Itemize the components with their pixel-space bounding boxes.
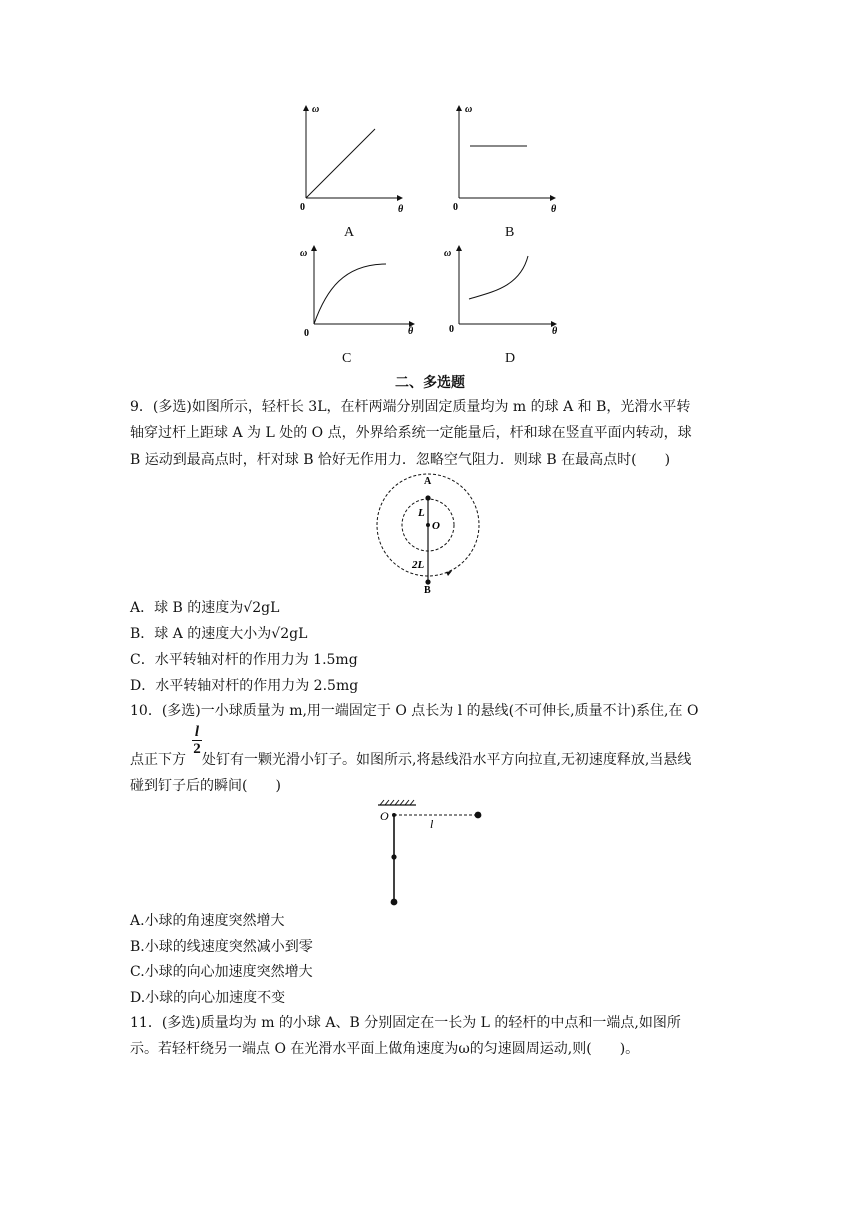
graph-a (292, 100, 412, 218)
curve-linear (306, 129, 375, 198)
y-axis-label: ω (444, 248, 452, 259)
nail (391, 854, 396, 859)
q10-line-2-post: 处钉有一颗光滑小钉子。如图所示,将悬线沿水平方向拉直,无初速度释放,当悬线 (202, 752, 692, 768)
y-axis-label: ω (300, 248, 308, 259)
label-o: O (380, 809, 389, 823)
label-b: B (424, 585, 431, 596)
label-o: O (432, 520, 440, 532)
label-2l: 2L (412, 559, 425, 571)
graph-b-caption: B (505, 225, 515, 240)
q10-option-a: A.小球的角速度突然增大 (130, 913, 285, 929)
ball-hanging (391, 899, 398, 906)
section-heading: 二、多选题 (395, 375, 465, 391)
q10-option-d: D.小球的向心加速度不变 (130, 990, 286, 1006)
q9-option-c: C．水平转轴对杆的作用力为 1.5mg (130, 652, 358, 668)
origin-label: 0 (449, 324, 454, 335)
q9-line-3: B 运动到最高点时，杆对球 B 恰好无作用力．忽略空气阻力．则球 B 在最高点时( ) (130, 452, 671, 468)
ball-a (425, 495, 430, 500)
fraction-l-over-2 (192, 724, 202, 757)
q10-line-2-pre: 点正下方 (130, 752, 186, 768)
graph-b (445, 100, 565, 218)
fraction-denominator: 2 (193, 741, 201, 757)
curve-saturating (314, 264, 386, 324)
rotation-arrow (446, 571, 452, 576)
x-axis-label: θ (552, 326, 558, 337)
q9-option-d: D．水平转轴对杆的作用力为 2.5mg (130, 678, 359, 694)
graph-d (442, 242, 562, 342)
q11-line-2: 示。若轻杆绕另一端点 O 在光滑水平面上做角速度为ω的匀速圆周运动,则( )。 (130, 1041, 640, 1057)
ball-b (425, 579, 430, 584)
ball-released (475, 812, 482, 819)
q10-option-b: B.小球的线速度突然减小到零 (130, 939, 313, 955)
y-axis-label: ω (465, 104, 473, 115)
graph-c (300, 242, 420, 342)
origin-label: 0 (304, 328, 309, 339)
x-axis-label: θ (551, 204, 557, 215)
q9-figure (370, 472, 490, 598)
label-l: l (430, 817, 434, 831)
graph-a-caption: A (344, 225, 355, 240)
q10-figure (372, 798, 492, 910)
q9-line-1: 9．(多选)如图所示，轻杆长 3L，在杆两端分别固定质量均为 m 的球 A 和 B，光滑水平转 (130, 399, 691, 415)
q9-option-b: B．球 A 的速度大小为√2gL (130, 626, 308, 642)
x-axis-label: θ (398, 204, 404, 215)
fixed-point-o (392, 813, 396, 817)
q10-line-3: 碰到钉子后的瞬间( ) (130, 778, 281, 794)
curve-increasing (469, 256, 528, 299)
label-l: L (418, 507, 425, 519)
fraction-numerator: l (192, 724, 202, 741)
graph-c-caption: C (342, 351, 352, 366)
pivot-o (426, 523, 430, 527)
q11-line-1: 11．(多选)质量均为 m 的小球 A、B 分别固定在一长为 L 的轻杆的中点和一端点,如图所 (130, 1015, 681, 1031)
q10-line-1: 10．(多选)一小球质量为 m,用一端固定于 O 点长为 l 的悬线(不可伸长,质量不计)系住,在 O (130, 703, 699, 719)
origin-label: 0 (300, 202, 305, 213)
graph-d-caption: D (505, 351, 516, 366)
y-axis-label: ω (312, 104, 320, 115)
label-a: A (424, 476, 432, 487)
q10-option-c: C.小球的向心加速度突然增大 (130, 964, 313, 980)
q9-option-a: A．球 B 的速度为√2gL (130, 600, 280, 616)
x-axis-label: θ (408, 326, 414, 337)
q9-line-2: 轴穿过杆上距球 A 为 L 处的 O 点，外界给系统一定能量后，杆和球在竖直平面内转动，球 (130, 425, 692, 441)
ceiling-hatch (380, 800, 414, 805)
origin-label: 0 (453, 202, 458, 213)
